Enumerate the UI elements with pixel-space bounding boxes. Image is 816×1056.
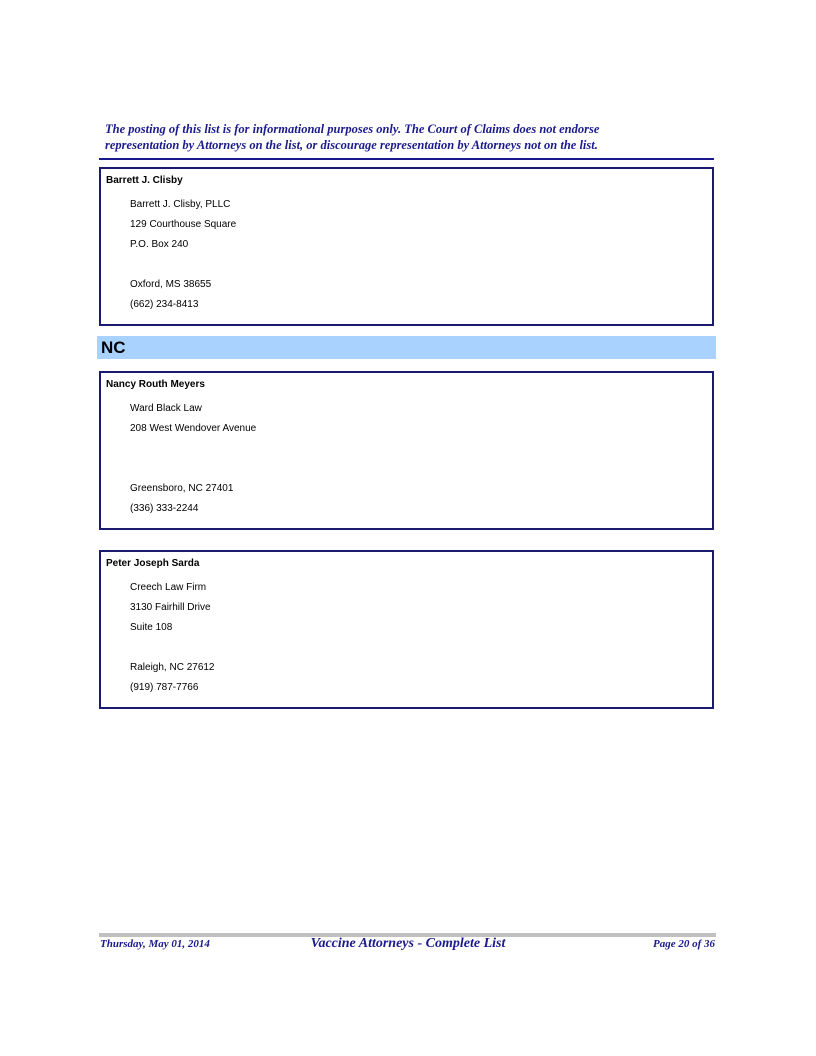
- footer-title: Vaccine Attorneys - Complete List: [310, 936, 506, 951]
- attorney-city-state-zip: Oxford, MS 38655: [130, 279, 212, 290]
- disclaimer-line-2: representation by Attorneys on the list, or discourage representation by Attorneys not on the list.: [105, 138, 598, 152]
- attorney-address-1: 208 West Wendover Avenue: [130, 423, 257, 434]
- attorney-phone: (662) 234-8413: [130, 299, 199, 310]
- attorney-firm: Ward Black Law: [130, 403, 202, 414]
- attorney-address-1: 129 Courthouse Square: [130, 219, 237, 230]
- disclaimer-rule: [99, 158, 714, 160]
- attorney-firm: Creech Law Firm: [130, 582, 207, 593]
- attorney-phone: (336) 333-2244: [130, 503, 199, 514]
- state-header-label: NC: [101, 338, 126, 357]
- attorney-phone: (919) 787-7766: [130, 682, 199, 693]
- attorney-city-state-zip: Greensboro, NC 27401: [130, 483, 234, 494]
- attorney-card: [99, 371, 714, 530]
- disclaimer: [105, 121, 725, 153]
- attorney-name: Nancy Routh Meyers: [106, 379, 205, 390]
- state-header: [97, 336, 716, 359]
- attorney-city-state-zip: Raleigh, NC 27612: [130, 662, 215, 673]
- footer-date: Thursday, May 01, 2014: [100, 938, 210, 950]
- attorney-name: Barrett J. Clisby: [106, 175, 183, 186]
- attorney-address-2: P.O. Box 240: [130, 239, 189, 250]
- disclaimer-line-1: The posting of this list is for informational purposes only. The Court of Claims does not endorse: [105, 122, 600, 136]
- attorney-card: [99, 167, 714, 326]
- attorney-card: [99, 550, 714, 709]
- attorney-address-1: 3130 Fairhill Drive: [130, 602, 211, 613]
- attorney-address-2: Suite 108: [130, 622, 173, 633]
- attorney-name: Peter Joseph Sarda: [106, 558, 200, 569]
- footer-page-number: Page 20 of 36: [652, 938, 715, 950]
- attorney-firm: Barrett J. Clisby, PLLC: [130, 199, 231, 210]
